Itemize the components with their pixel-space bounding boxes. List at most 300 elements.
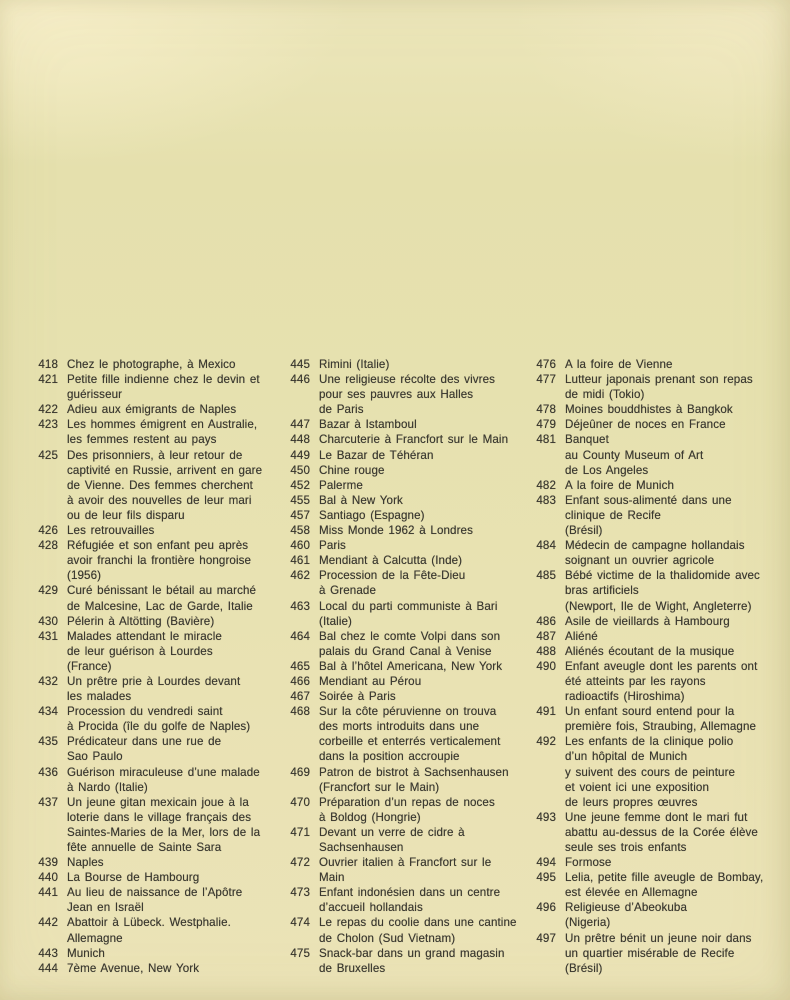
photo-number: 483 [536,493,556,507]
photo-number: 422 [38,403,58,417]
caption-line: Bal à l’hôtel Americana, New York [319,659,503,673]
photo-number: 490 [536,659,556,673]
caption-line: Enfant aveugle dont les parents ont [565,659,758,673]
caption-line: Jean en Israël [67,901,144,915]
caption-line: Devant un verre de cidre à [319,825,465,839]
caption-text [565,614,730,629]
caption-entry [535,538,787,568]
caption-entry [289,659,534,674]
caption-text [565,931,752,976]
caption-line: (Brésil) [565,961,603,975]
photo-number: 426 [38,524,58,538]
photo-number: 423 [38,418,58,432]
caption-line: Chez le photographe, à Mexico [67,358,236,371]
caption-entry [37,734,287,764]
photo-number: 495 [536,871,556,885]
caption-text [67,674,240,704]
caption-entry [289,599,534,629]
caption-text [319,417,417,432]
caption-text [319,493,403,508]
caption-line: est élevée en Allemagne [565,886,698,900]
caption-text [319,659,502,674]
caption-line: Miss Monde 1962 à Londres [319,524,473,538]
caption-text [319,885,500,915]
caption-text [319,765,509,795]
caption-entry [535,372,787,402]
caption-line: Au lieu de naissance de l’Apôtre [67,886,243,900]
caption-entry [289,432,534,447]
caption-line: Bal chez le comte Volpi dans son [319,629,501,643]
caption-entry [37,614,287,629]
caption-entry [535,855,787,870]
caption-line: Chine rouge [319,463,385,477]
photo-number: 468 [290,705,310,719]
caption-line: soignant un ouvrier agricole [565,554,715,568]
photo-number: 467 [290,690,310,704]
caption-entry [535,357,787,372]
photo-number: 492 [536,735,556,749]
caption-line: et voient ici une exposition [565,780,709,794]
caption-line: Prédicateur dans une rue de [67,735,222,749]
caption-line: Procession du vendredi saint [67,705,223,719]
caption-text [565,644,734,659]
caption-line: y suivent des cours de peinture [565,765,736,779]
photo-number: 497 [536,931,556,945]
caption-entry [289,674,534,689]
caption-line: Lelia, petite fille aveugle de Bombay, [565,871,764,885]
caption-entry [37,674,287,704]
photo-number: 442 [38,916,58,930]
photo-number: 491 [536,705,556,719]
caption-entry [535,493,787,538]
photo-number: 434 [38,705,58,719]
caption-entry [289,568,534,598]
caption-text [67,734,221,764]
caption-entry [37,946,287,961]
caption-line: à Grenade [319,584,376,598]
photo-number: 443 [38,946,58,960]
caption-entry [289,885,534,915]
caption-line: ou de leur fils disparu [67,508,185,522]
caption-text [319,795,495,825]
caption-entry [37,795,287,855]
photo-number: 444 [38,961,58,975]
caption-line: captivité en Russie, arrivent en gare [67,463,263,477]
caption-entry [535,614,787,629]
caption-line: Palerme [319,478,363,492]
caption-line: à Nardo (Italie) [67,780,148,794]
caption-text [565,810,758,855]
caption-line: (Italie) [319,614,353,628]
caption-line: Aliénés écoutant de la musique [565,644,735,658]
caption-entry [289,372,534,417]
caption-entry [37,855,287,870]
caption-entry [37,765,287,795]
caption-text [319,478,363,493]
caption-line: Préparation d’un repas de noces [319,795,495,809]
photo-number: 460 [290,539,310,553]
photo-number: 473 [290,886,310,900]
caption-line: Une jeune femme dont le mari fut [565,810,748,824]
caption-line: Ouvrier italien à Francfort sur le [319,856,492,870]
caption-text [565,478,674,493]
caption-text [565,372,753,402]
caption-entry [37,417,287,447]
photo-number: 463 [290,599,310,613]
caption-entry [289,704,534,764]
photo-number: 432 [38,674,58,688]
caption-text [319,825,465,855]
caption-line: les malades [67,690,132,704]
photo-number: 436 [38,765,58,779]
caption-line: abattu au-dessus de la Corée élève [565,825,758,839]
caption-line: de Paris [319,403,364,417]
caption-entry [289,689,534,704]
caption-text [565,659,757,704]
photo-number: 474 [290,916,310,930]
caption-text [319,463,385,478]
caption-line: Le Bazar de Téhéran [319,448,434,462]
caption-line: Un prêtre prie à Lourdes devant [67,674,241,688]
caption-text [67,795,260,855]
caption-line: Un enfant sourd entend pour la [565,705,735,719]
caption-text [67,870,199,885]
caption-line: Les hommes émigrent en Australie, [67,418,258,432]
caption-entry [37,372,287,402]
photo-number: 462 [290,569,310,583]
caption-line: Médecin de campagne hollandais [565,539,745,553]
caption-entry [289,629,534,659]
photo-number: 470 [290,795,310,809]
photo-number: 458 [290,524,310,538]
photo-number: 437 [38,795,58,809]
caption-line: des morts introduits dans une [319,720,480,734]
caption-line: palais du Grand Canal à Venise [319,644,492,658]
caption-text [319,599,498,629]
caption-line: été atteints par les rayons [565,674,706,688]
caption-entry [37,523,287,538]
caption-entry [289,795,534,825]
caption-line: Soirée à Paris [319,690,396,704]
caption-line: Rimini (Italie) [319,358,390,371]
photo-number: 448 [290,433,310,447]
caption-text [319,855,491,885]
caption-entry [535,931,787,976]
caption-entry [535,568,787,613]
caption-text [319,553,462,568]
photo-number: 446 [290,373,310,387]
caption-line: (Newport, Ile de Wight, Angleterre) [565,599,752,613]
caption-line: Allemagne [67,931,123,945]
caption-line: dans la position accroupie [319,750,460,764]
caption-line: bras artificiels [565,584,639,598]
caption-text [565,870,763,900]
caption-text [67,885,242,915]
caption-text [565,402,733,417]
caption-line: les femmes restent au pays [67,433,217,447]
caption-line: A la foire de Vienne [565,358,673,371]
caption-entry [289,523,534,538]
caption-entry [37,885,287,915]
caption-line: Paris [319,539,346,553]
caption-line: fête annuelle de Sainte Sara [67,841,222,854]
caption-line: (France) [67,659,112,673]
photo-number: 496 [536,901,556,915]
caption-line: Réfugiée et son enfant peu après [67,539,249,553]
caption-line: clinique de Recife [565,508,661,522]
caption-text [319,674,421,689]
caption-entry [289,855,534,885]
caption-line: (Nigeria) [565,916,611,930]
caption-line: Moines bouddhistes à Bangkok [565,403,733,417]
caption-line: Guérison miraculeuse d’une malade [67,765,260,779]
photo-number: 429 [38,584,58,598]
caption-line: A la foire de Munich [565,478,675,492]
caption-line: Le repas du coolie dans une cantine [319,916,517,930]
caption-line: un quartier misérable de Recife [565,946,735,960]
photo-number: 487 [536,629,556,643]
caption-line: radioactifs (Hiroshima) [565,690,685,704]
photo-number: 477 [536,373,556,387]
caption-line: Enfant sous-alimenté dans une [565,493,732,507]
caption-text [67,629,222,674]
caption-entry [535,402,787,417]
caption-text [67,538,251,583]
caption-text [565,855,611,870]
caption-line: Bébé victime de la thalidomide avec [565,569,760,583]
photo-number: 449 [290,448,310,462]
photo-number: 452 [290,478,310,492]
caption-line: Adieu aux émigrants de Naples [67,403,237,417]
caption-line: de Bruxelles [319,961,386,975]
caption-line: (Francfort sur le Main) [319,780,440,794]
caption-line: Mendiant à Calcutta (Inde) [319,554,463,568]
photo-number: 430 [38,614,58,628]
caption-text [67,357,236,372]
caption-line: de Malcesine, Lac de Garde, Italie [67,599,253,613]
caption-entry [289,825,534,855]
caption-text [565,734,735,809]
caption-line: (1956) [67,569,102,583]
caption-line: Aliéné [565,629,598,643]
caption-text [67,915,231,945]
caption-text [319,915,517,945]
caption-line: Naples [67,856,104,870]
caption-entry [535,734,787,809]
photo-number: 475 [290,946,310,960]
caption-text [319,538,346,553]
caption-entry [289,463,534,478]
caption-entry [289,357,534,372]
caption-line: Banquet [565,433,609,447]
caption-text [67,765,260,795]
caption-text [319,508,425,523]
caption-text [319,704,500,764]
caption-line: de Vienne. Des femmes cherchent [67,478,253,492]
caption-line: première fois, Straubing, Allemagne [565,720,757,734]
caption-text [67,583,256,613]
caption-text [319,946,505,976]
caption-line: corbeille et enterrés verticalement [319,735,501,749]
caption-line: Snack-bar dans un grand magasin [319,946,505,960]
caption-text [565,493,732,538]
caption-line: Petite fille indienne chez le devin et [67,373,260,387]
photo-number: 425 [38,448,58,462]
caption-line: guérisseur [67,388,123,402]
caption-entry [37,629,287,674]
caption-line: Les enfants de la clinique polio [565,735,734,749]
caption-line: Curé bénissant le bétail au marché [67,584,257,598]
caption-line: de Cholon (Sud Vietnam) [319,931,456,945]
caption-line: Mendiant au Pérou [319,674,422,688]
caption-line: de midi (Tokio) [565,388,645,402]
caption-entry [289,915,534,945]
caption-text [67,523,154,538]
caption-entry [535,704,787,734]
caption-entry [37,538,287,583]
caption-line: de leurs propres œuvres [565,795,698,809]
caption-line: Abattoir à Lübeck. Westphalie. [67,916,231,930]
caption-entry [289,448,534,463]
caption-text [67,946,105,961]
caption-entry [535,629,787,644]
caption-line: (Brésil) [565,524,603,538]
caption-line: pour ses pauvres aux Halles [319,388,474,402]
caption-text [67,417,257,447]
caption-line: avoir franchi la frontière hongroise [67,554,252,568]
caption-entry [37,961,287,976]
caption-entry [535,659,787,704]
caption-line: Sur la côte péruvienne on trouva [319,705,497,719]
caption-entry [535,810,787,855]
caption-line: Sachsenhausen [319,841,404,854]
caption-entry [535,432,787,477]
caption-line: d’un hôpital de Munich [565,750,688,764]
caption-text [565,900,687,930]
caption-entry [37,357,287,372]
caption-line: à Procida (île du golfe de Naples) [67,720,251,734]
photo-number: 421 [38,373,58,387]
caption-line: de Los Angeles [565,463,649,477]
photo-number: 464 [290,629,310,643]
caption-line: Main [319,871,345,885]
caption-text [565,629,598,644]
caption-line: loterie dans le village français des [67,810,252,824]
caption-line: Charcuterie à Francfort sur le Main [319,433,509,447]
caption-entry [289,478,534,493]
caption-line: Santiago (Espagne) [319,508,425,522]
caption-line: Asile de vieillards à Hambourg [565,614,730,628]
caption-entry [37,448,287,523]
photo-number: 431 [38,629,58,643]
photo-number: 435 [38,735,58,749]
caption-entry [37,870,287,885]
photo-number: 447 [290,418,310,432]
caption-entry [535,644,787,659]
caption-text [565,538,745,568]
photo-number: 481 [536,433,556,447]
caption-line: Une religieuse récolte des vivres [319,373,496,387]
caption-line: Un jeune gitan mexicain joue à la [67,795,249,809]
photo-number: 482 [536,478,556,492]
caption-column-1 [37,357,287,976]
caption-column-3 [535,357,787,976]
caption-line: de leur guérison à Lourdes [67,644,213,658]
caption-text [67,402,236,417]
caption-line: d’accueil hollandais [319,901,423,915]
photo-number: 478 [536,403,556,417]
caption-text [565,417,726,432]
photo-number: 484 [536,539,556,553]
caption-line: 7ème Avenue, New York [67,961,200,975]
caption-line: Local du parti communiste à Bari [319,599,498,613]
caption-entry [289,765,534,795]
caption-line: Sao Paulo [67,750,123,764]
caption-text [67,704,250,734]
caption-line: Procession de la Fête-Dieu [319,569,466,583]
caption-line: Bazar à Istamboul [319,418,417,432]
caption-line: Un prêtre bénit un jeune noir dans [565,931,752,945]
caption-line: Munich [67,946,105,960]
photo-number: 439 [38,856,58,870]
caption-entry [289,553,534,568]
caption-line: Des prisonniers, à leur retour de [67,448,243,462]
caption-line: Lutteur japonais prenant son repas [565,373,753,387]
caption-text [565,432,703,477]
photo-number: 450 [290,463,310,477]
photo-number: 469 [290,765,310,779]
caption-text [67,855,104,870]
photo-number: 461 [290,554,310,568]
caption-entry [289,417,534,432]
caption-entry [535,417,787,432]
caption-text [319,357,389,372]
caption-text [319,448,434,463]
caption-line: Saintes-Maries de la Mer, lors de la [67,825,261,839]
caption-text [319,568,465,598]
photo-number: 486 [536,614,556,628]
caption-text [319,629,500,659]
caption-text [319,689,396,704]
caption-entry [37,915,287,945]
caption-entry [535,478,787,493]
photo-number: 493 [536,810,556,824]
caption-entry [289,538,534,553]
photo-number: 428 [38,539,58,553]
photo-number: 471 [290,825,310,839]
caption-text [319,432,508,447]
caption-text [565,357,673,372]
caption-line: Formose [565,856,612,870]
caption-text [67,614,214,629]
caption-line: Enfant indonésien dans un centre [319,886,501,900]
caption-entry [535,900,787,930]
photo-number: 457 [290,508,310,522]
photo-number: 488 [536,644,556,658]
caption-text [67,372,260,402]
caption-entry [37,583,287,613]
caption-column-2 [289,357,534,976]
photo-number: 476 [536,358,556,371]
caption-line: à avoir des nouvelles de leur mari [67,493,252,507]
caption-entry [37,402,287,417]
caption-line: au County Museum of Art [565,448,704,462]
photo-number: 445 [290,358,310,371]
photo-number: 465 [290,659,310,673]
caption-line: Malades attendant le miracle [67,629,222,643]
caption-entry [289,508,534,523]
caption-text [319,372,495,417]
